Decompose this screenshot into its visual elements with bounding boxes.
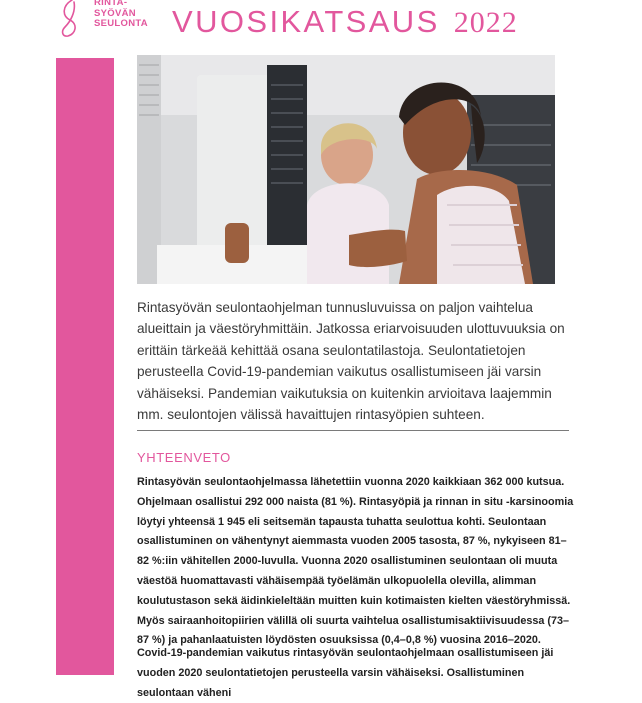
accent-band — [56, 58, 114, 675]
hero-photo — [137, 55, 555, 284]
intro-paragraph: Rintasyövän seulontaohjelman tunnusluvuissa on paljon vaihtelua alueittain ja väestöryhmittäin. Jatkossa eriarvoisuuden ulottuvuuksia on erittäin tärkeää kehittää osana seulontatilastoja. Seulontatietojen perusteella Covid-19-pandemian vaikutus osallistumiseen jäi varsin vähäiseksi. Pandemian vaikutuksia on kuitenkin arvioitava laajemmin mm. seulontojen välissä havaittujen rintasyöpien suhteen. — [137, 300, 565, 423]
logo-line-2: SYÖVÄN — [94, 7, 136, 19]
ribbon-logo-icon — [58, 0, 82, 38]
summary-paragraph-2: Covid-19-pandemian vaikutus rintasyövän seulontaohjelmaan osallistumiseen jäi vuoden 2020 seulontatietojen perusteella varsin vähäiseksi. Osallistuminen seulontaan väheni — [137, 647, 554, 699]
title-text: VUOSIKATSAUS — [172, 4, 440, 39]
logo-line-1: RINTA- — [94, 0, 128, 8]
section-heading-summary: YHTEENVETO — [137, 450, 231, 465]
summary-paragraph-1: Rintasyövän seulontaohjelmassa lähetettiin vuonna 2020 kaikkiaan 362 000 kutsua. Ohjelmaan osallistui 292 000 naista (81 %). Rintasyöpiä ja rinnan in situ -karsinoomia löytyi yhteensä 1 945 eli seitsemän tapausta tuhatta seulottua kohti. Seulontaan osallistuminen on vähentynyt aiemmasta vuoden 2005 tasosta, 87 %, nykyiseen 81–82 %:iin vähitellen 2000-luvulla. Vuonna 2020 osallistuminen seulontaan oli muuta väestöä huomattavasti vähäisempää työelämän ulkopuolella olevilla, alimman koulutustason sekä äidinkieleltään muitten kuin kotimaisten kielten väestöryhmissä. Myös sairaanhoitopiirien välillä oli suurta vaihtelua osallistumisaktiivisuudessa (73–87 %) ja pahanlaatuisten löydösten osuuksissa (0,4–0,8 %) vuosina 2016–2020. — [137, 476, 574, 647]
mammography-photo-illustration — [137, 55, 555, 284]
page-title — [172, 2, 518, 43]
logo — [58, 0, 178, 38]
logo-text — [94, 0, 148, 30]
logo-line-3: SEULONTA — [94, 18, 148, 29]
title-year: 2022 — [453, 6, 518, 39]
divider — [137, 430, 569, 431]
